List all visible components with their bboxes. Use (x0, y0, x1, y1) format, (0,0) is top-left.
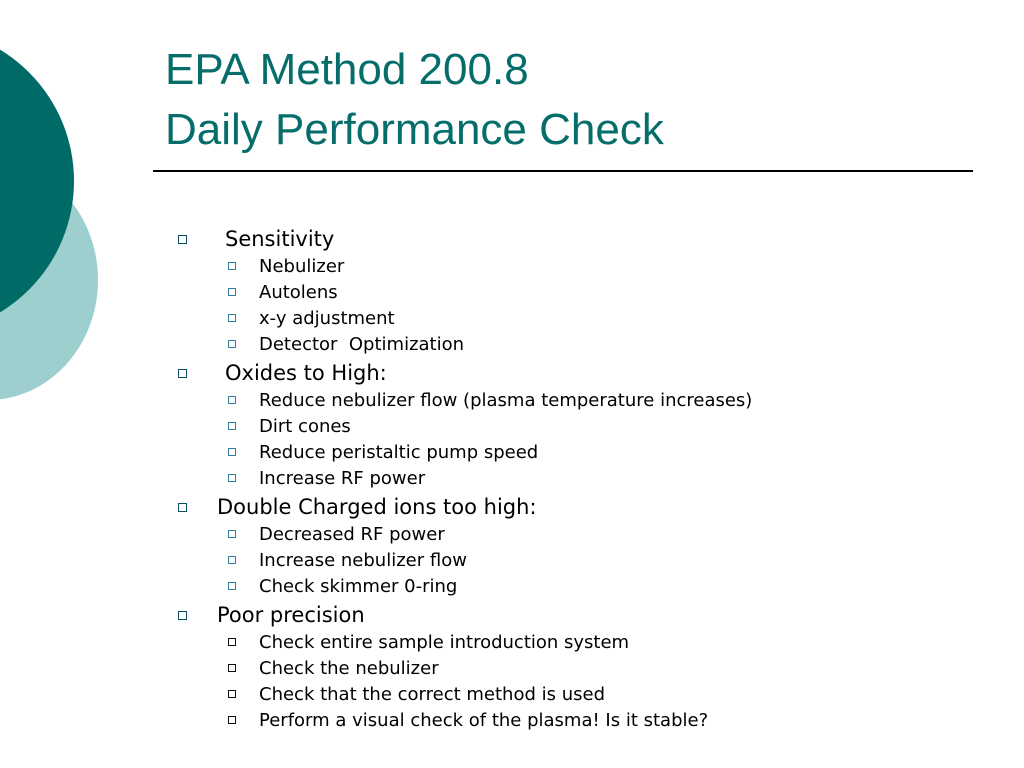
square-bullet-icon (228, 396, 236, 404)
sub-bullet-label: Perform a visual check of the plasma! Is it stable? (259, 709, 709, 731)
square-bullet-icon (228, 262, 236, 270)
square-bullet-icon (178, 611, 187, 620)
bullet-label: Oxides to High: (225, 361, 387, 385)
square-bullet-icon (228, 716, 236, 724)
square-bullet-icon (228, 314, 236, 322)
sub-bullet-label: Check that the correct method is used (259, 683, 605, 705)
sub-bullet (175, 655, 752, 681)
title-line-1: EPA Method 200.8 (165, 45, 529, 94)
bullet-sensitivity (175, 225, 752, 253)
square-bullet-icon (228, 422, 236, 430)
square-bullet-icon (228, 556, 236, 564)
sub-bullet-label: Decreased RF power (259, 523, 445, 545)
square-bullet-icon (228, 288, 236, 296)
sub-bullet-label: Detector Optimization (259, 333, 465, 355)
bullet-oxides (175, 359, 752, 387)
slide-title (165, 40, 664, 160)
sub-bullet (175, 305, 752, 331)
sub-bullet-label: Reduce nebulizer flow (plasma temperature increases) (259, 389, 753, 411)
sub-bullet-label: Nebulizer (259, 255, 345, 277)
sub-bullet (175, 465, 752, 491)
sub-bullet-label: Check the nebulizer (259, 657, 439, 679)
square-bullet-icon (178, 369, 187, 378)
bullet-label: Poor precision (217, 603, 365, 627)
bullet-label: Sensitivity (225, 227, 335, 251)
sub-bullet-label: x-y adjustment (259, 307, 395, 329)
sub-bullet-label: Dirt cones (259, 415, 351, 437)
sub-bullet (175, 439, 752, 465)
sub-bullet (175, 331, 752, 357)
bullet-double-charged (175, 493, 752, 521)
square-bullet-icon (228, 582, 236, 590)
sub-bullet (175, 573, 752, 599)
sub-bullet-label: Increase RF power (259, 467, 426, 489)
sub-bullet-label: Autolens (259, 281, 338, 303)
sub-bullet (175, 547, 752, 573)
sub-bullet (175, 253, 752, 279)
sub-bullet (175, 279, 752, 305)
bullet-list (175, 223, 752, 733)
square-bullet-icon (228, 340, 236, 348)
sub-bullet (175, 629, 752, 655)
sub-bullet (175, 681, 752, 707)
sub-bullet-label: Check entire sample introduction system (259, 631, 630, 653)
square-bullet-icon (228, 448, 236, 456)
sub-bullet-label: Increase nebulizer flow (259, 549, 467, 571)
square-bullet-icon (228, 638, 236, 646)
sub-bullet (175, 387, 752, 413)
title-divider (153, 170, 973, 172)
title-line-2: Daily Performance Check (165, 105, 664, 154)
bullet-poor-precision (175, 601, 752, 629)
bullet-label: Double Charged ions too high: (217, 495, 537, 519)
square-bullet-icon (228, 530, 236, 538)
square-bullet-icon (228, 664, 236, 672)
sub-bullet (175, 707, 752, 733)
square-bullet-icon (178, 503, 187, 512)
square-bullet-icon (228, 690, 236, 698)
sub-bullet-label: Reduce peristaltic pump speed (259, 441, 539, 463)
sub-bullet (175, 521, 752, 547)
square-bullet-icon (228, 474, 236, 482)
square-bullet-icon (178, 235, 187, 244)
sub-bullet (175, 413, 752, 439)
sub-bullet-label: Check skimmer 0-ring (259, 575, 458, 597)
